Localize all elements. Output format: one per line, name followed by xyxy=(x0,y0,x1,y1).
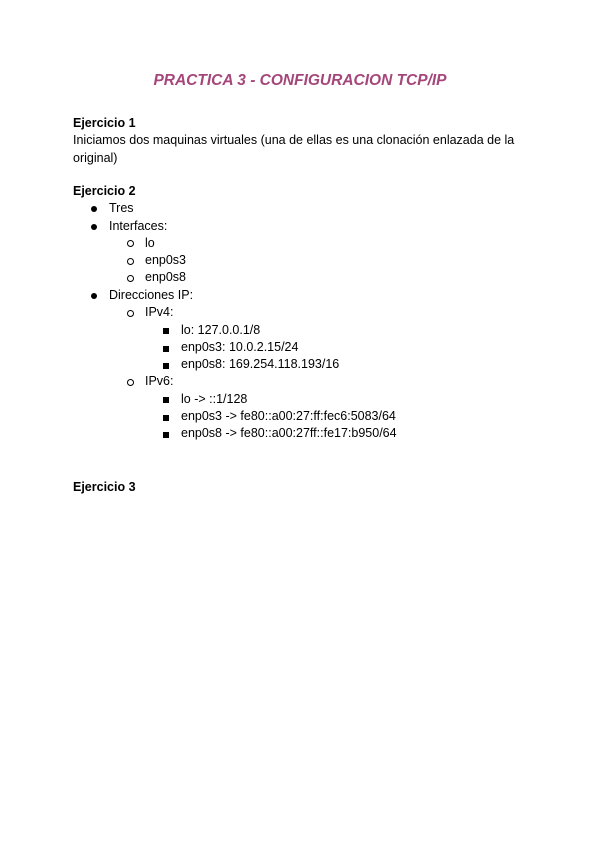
list-item-ipv6: IPv6: xyxy=(145,374,174,388)
bullet-circle-icon xyxy=(127,258,134,265)
bullet-square-icon xyxy=(163,432,169,438)
bullet-square-icon xyxy=(163,328,169,334)
bullet-circle-icon xyxy=(127,310,134,317)
list-item-iface-enp0s3: enp0s3 xyxy=(145,253,187,267)
list-item-iface-enp0s8: enp0s8 xyxy=(145,270,187,284)
list-item-ipv4: IPv4: xyxy=(145,305,174,319)
list-item-ipv4-lo: lo: 127.0.0.1/8 xyxy=(181,323,261,337)
list-item-direcciones: Direcciones IP: xyxy=(109,288,194,302)
bullet-dot-icon xyxy=(91,293,97,299)
list-item-ipv6-enp0s3: enp0s3 -> fe80::a00:27:ff:fec6:5083/64 xyxy=(181,409,396,423)
list-item-ipv6-lo: lo -> ::1/128 xyxy=(181,392,248,406)
ejercicio-1-text: Iniciamos dos maquinas virtuales (una de ellas es una clonación enlazada de la original) xyxy=(73,133,515,165)
list-item-ipv6-enp0s8: enp0s8 -> fe80::a00:27ff::fe17:b950/64 xyxy=(181,426,397,440)
bullet-square-icon xyxy=(163,415,169,421)
list-item-interfaces: Interfaces: xyxy=(109,219,168,233)
ejercicio-2-heading: Ejercicio 2 xyxy=(73,184,136,198)
list-item-iface-lo: lo xyxy=(145,236,155,250)
list-item-tres: Tres xyxy=(109,201,134,215)
ejercicio-3-heading: Ejercicio 3 xyxy=(73,480,136,494)
bullet-square-icon xyxy=(163,397,169,403)
bullet-dot-icon xyxy=(91,206,97,212)
list-item-ipv4-enp0s3: enp0s3: 10.0.2.15/24 xyxy=(181,340,299,354)
document-title: PRACTICA 3 - CONFIGURACION TCP/IP xyxy=(153,72,447,89)
bullet-circle-icon xyxy=(127,240,134,247)
bullet-square-icon xyxy=(163,363,169,369)
bullet-circle-icon xyxy=(127,379,134,386)
bullet-square-icon xyxy=(163,346,169,352)
bullet-dot-icon xyxy=(91,224,97,230)
bullet-circle-icon xyxy=(127,275,134,282)
ejercicio-1-heading: Ejercicio 1 xyxy=(73,116,136,130)
list-item-ipv4-enp0s8: enp0s8: 169.254.118.193/16 xyxy=(181,357,340,371)
